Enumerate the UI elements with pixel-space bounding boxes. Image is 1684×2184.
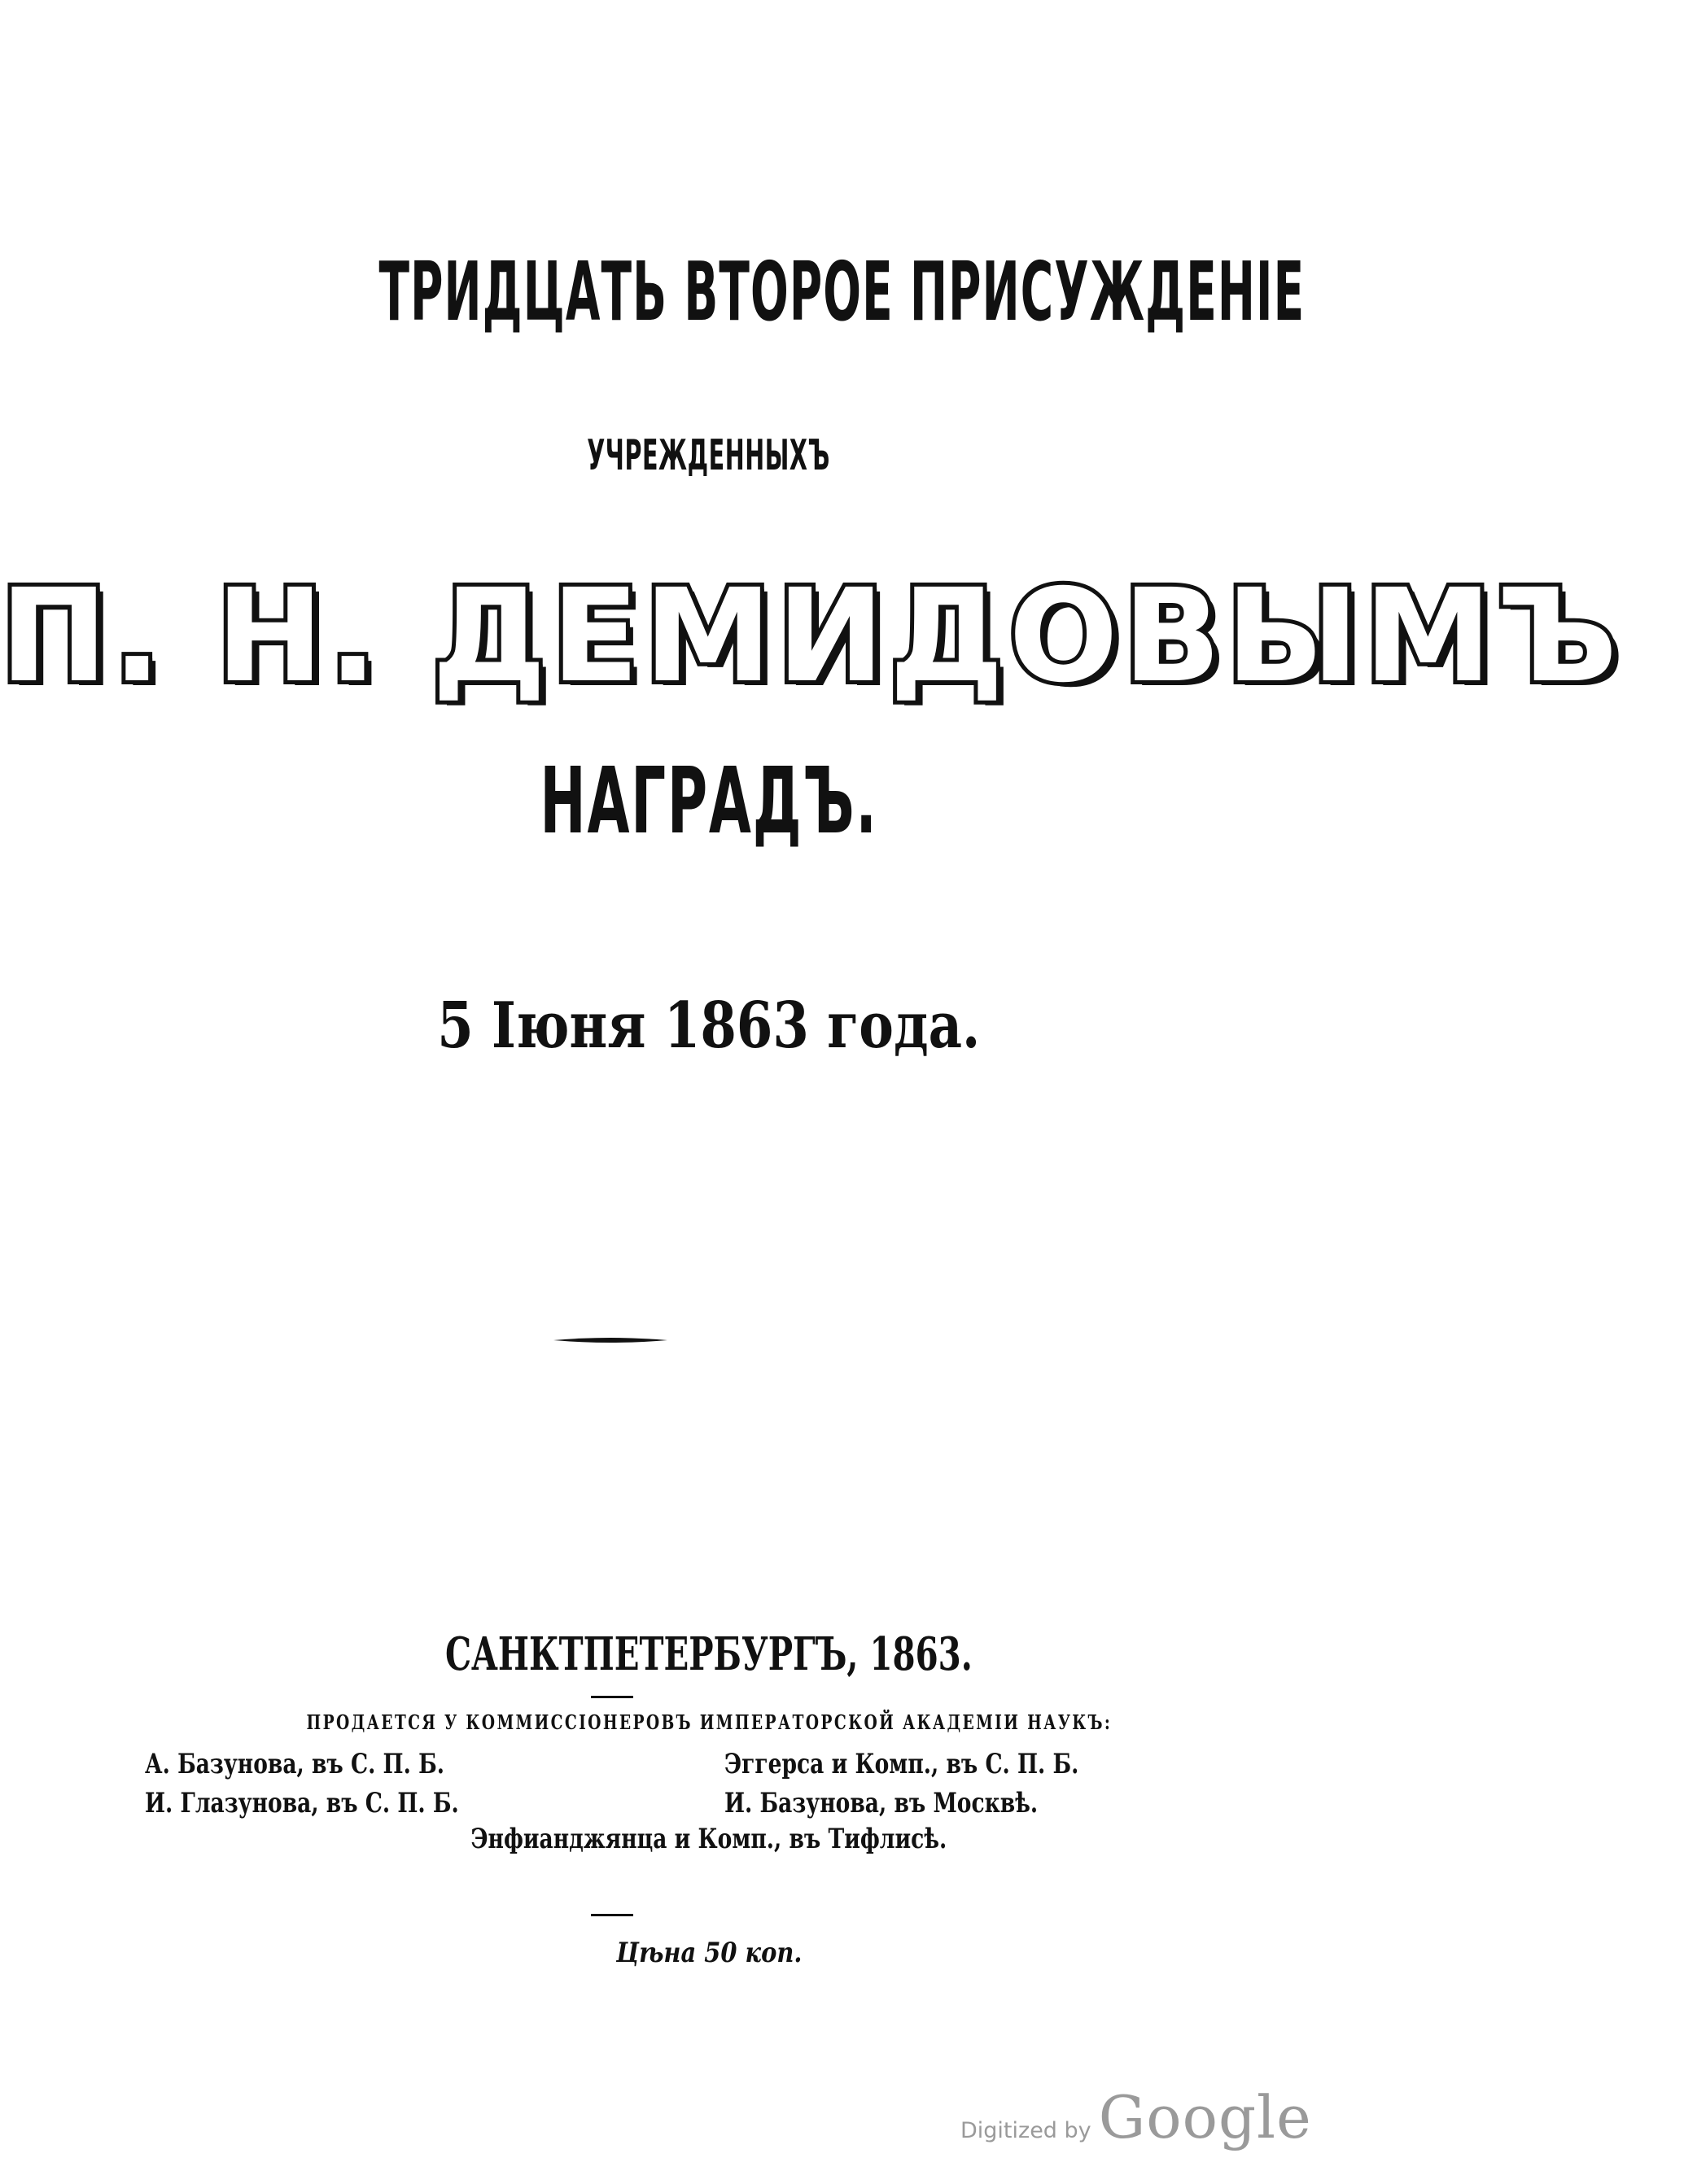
- sold-by-line: [0, 1710, 1418, 1734]
- seller-item: А. Базунова, въ С. П. Б.: [145, 1748, 444, 1780]
- seller-item: Энфианджянца и Комп., въ Тифлисѣ.: [470, 1823, 947, 1855]
- title-line-3: [0, 561, 1623, 711]
- watermark-prefix: Digitized by: [960, 2118, 1091, 2143]
- seller-centered-line: [0, 1823, 1418, 1855]
- seller-item: Эггерса и Комп., въ С. П. Б.: [724, 1748, 1079, 1780]
- title-line-2: [0, 431, 1418, 480]
- city-year-text: САНКТПЕТЕРБУРГЪ, 1863.: [445, 1627, 973, 1681]
- digitized-watermark: [960, 2083, 1312, 2151]
- price-line: [0, 1937, 1418, 1969]
- sold-by-text: ПРОДАЕТСЯ У КОММИССІОНЕРОВЪ ИМПЕРАТОРСКОЙ АКАДЕМІИ НАУКЪ:: [306, 1710, 1112, 1734]
- city-year-line: [0, 1627, 1418, 1681]
- rule-divider-1: [591, 1696, 633, 1698]
- ornament-divider: [553, 1334, 667, 1346]
- google-logo: Google: [1098, 2083, 1312, 2151]
- rule-divider-2: [591, 1914, 633, 1916]
- title-line-1-text: ТРИДЦАТЬ ВТОРОЕ ПРИСУЖДЕНІЕ: [378, 244, 1306, 339]
- title-line-4-text: НАГРАДЪ.: [540, 749, 878, 854]
- seller-item: И. Базунова, въ Москвѣ.: [724, 1787, 1039, 1819]
- seller-item: И. Глазунова, въ С. П. Б.: [145, 1787, 459, 1819]
- title-line-4: [0, 749, 1418, 854]
- date-text: 5 Іюня 1863 года.: [437, 989, 981, 1063]
- title-line-2-text: УЧРЕЖДЕННЫХЪ: [587, 431, 831, 480]
- date-line: [0, 989, 1418, 1063]
- price-text: Цѣна 50 коп.: [615, 1937, 803, 1969]
- title-line-1: [0, 244, 1418, 339]
- title-line-3-text: П. Н. ДЕМИДОВЫМЪ: [0, 561, 1623, 711]
